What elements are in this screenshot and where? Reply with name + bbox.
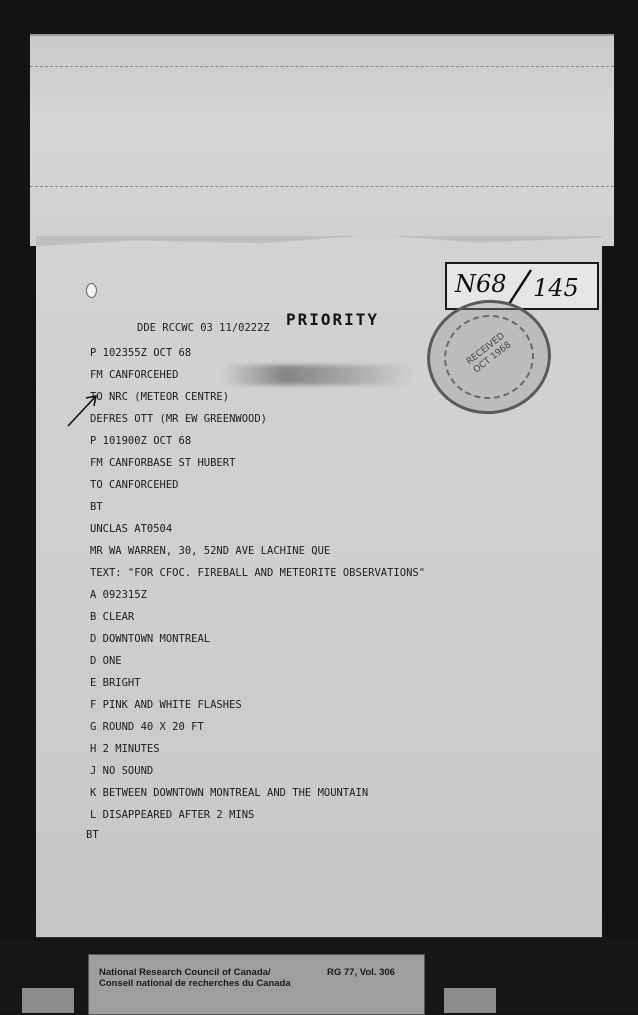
scan-tab-right [444, 988, 496, 1013]
message-line: MR WA WARREN, 30, 52ND AVE LACHINE QUE [90, 545, 331, 557]
message-line: D ONE [90, 655, 122, 667]
message-line: L DISAPPEARED AFTER 2 MINS [90, 809, 255, 821]
redaction-smudge [222, 365, 412, 385]
message-line: P 101900Z OCT 68 [90, 435, 192, 447]
message-line: G ROUND 40 X 20 FT [90, 721, 204, 733]
backing-page [30, 34, 614, 246]
file-reference-prefix: N68 [455, 270, 507, 298]
message-line: H 2 MINUTES [90, 743, 160, 755]
message-line: FM CANFORBASE ST HUBERT [90, 457, 236, 469]
message-line: J NO SOUND [90, 765, 154, 777]
message-line: TEXT: "FOR CFOC. FIREBALL AND METEORITE OBSERVATIONS" [90, 567, 426, 579]
message-line: F PINK AND WHITE FLASHES [90, 699, 242, 711]
message-line: UNCLAS AT0504 [90, 523, 173, 535]
archive-reference: RG 77, Vol. 306 [327, 967, 395, 978]
archive-label-french: Conseil national de recherches du Canada [99, 978, 291, 989]
message-line: BT [86, 829, 99, 841]
divider [30, 66, 614, 67]
archive-label [88, 954, 425, 1015]
message-line: DEFRES OTT (MR EW GREENWOOD) [90, 413, 268, 425]
message-line: FM CANFORCEHED [90, 369, 179, 381]
message-line: D DOWNTOWN MONTREAL [90, 633, 211, 645]
file-reference-number: 145 [533, 274, 579, 302]
message-line: A 092315Z [90, 589, 147, 601]
message-line: TO CANFORCEHED [90, 479, 179, 491]
scan-tab-left [22, 988, 74, 1013]
message-line: P 102355Z OCT 68 [90, 347, 192, 359]
message-line: K BETWEEN DOWNTOWN MONTREAL AND THE MOUNTAIN [90, 787, 369, 799]
routing-line: DDE RCCWC 03 11/0222Z [137, 322, 270, 334]
archive-label-english: National Research Council of Canada/ [99, 967, 271, 978]
punch-hole [86, 283, 97, 298]
message-line: TO NRC (METEOR CENTRE) [90, 391, 230, 403]
stamp-text: RECEIVED OCT 1968 [464, 331, 514, 376]
divider [30, 186, 614, 187]
priority-heading: PRIORITY [286, 310, 380, 329]
message-line: BT [90, 501, 103, 513]
message-line: E BRIGHT [90, 677, 141, 689]
message-line: B CLEAR [90, 611, 135, 623]
